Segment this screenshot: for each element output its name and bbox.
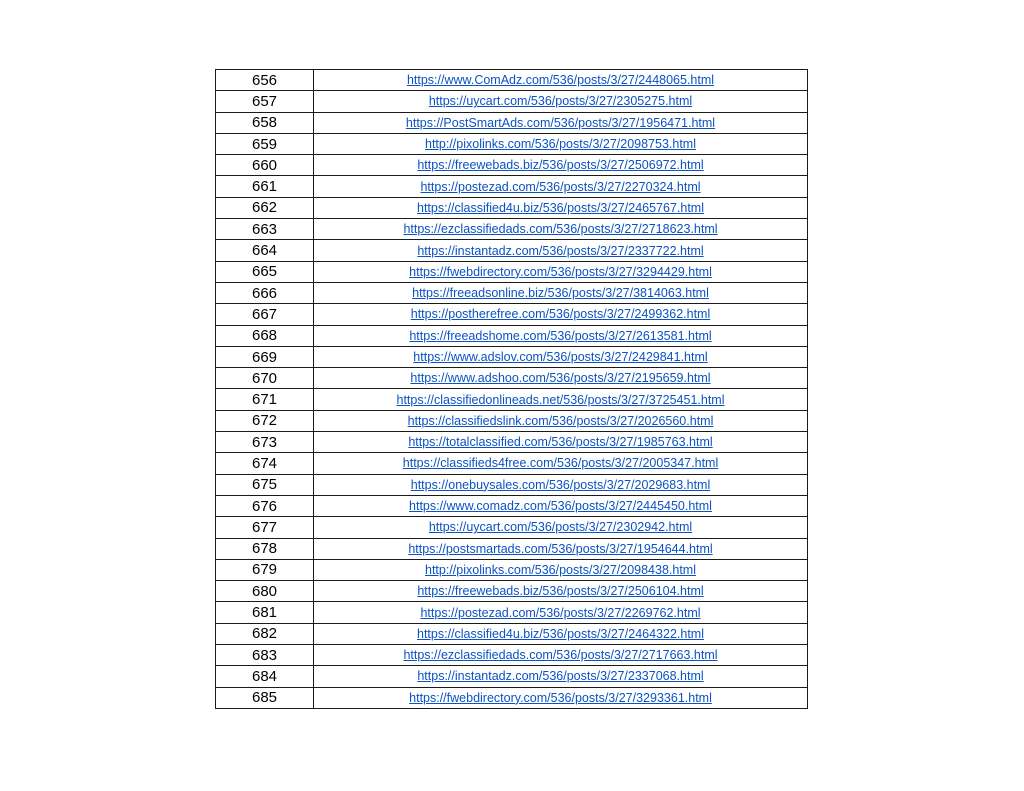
- url-cell: [314, 559, 808, 580]
- table-row: [216, 368, 808, 389]
- url-link[interactable]: https://freewebads.biz/536/posts/3/27/2506104.html: [417, 584, 704, 599]
- url-cell: [314, 581, 808, 602]
- table-row: [216, 517, 808, 538]
- row-number: 683: [216, 645, 314, 666]
- url-cell: [314, 495, 808, 516]
- url-link[interactable]: https://www.adslov.com/536/posts/3/27/2429841.html: [413, 350, 708, 364]
- table-row: [216, 176, 808, 197]
- url-link[interactable]: https://classifieds4free.com/536/posts/3/27/2005347.html: [402, 456, 719, 471]
- url-link[interactable]: https://instantadz.com/536/posts/3/27/2337722.html: [417, 243, 704, 258]
- url-cell: [314, 346, 808, 367]
- url-link[interactable]: https://ezclassifiedads.com/536/posts/3/27/2717663.html: [403, 648, 718, 663]
- table-row: [216, 70, 808, 91]
- row-number: 657: [216, 91, 314, 112]
- url-link[interactable]: https://freewebads.biz/536/posts/3/27/2506972.html: [417, 158, 704, 173]
- table-row: [216, 432, 808, 453]
- table-row: [216, 219, 808, 240]
- url-link[interactable]: https://onebuysales.com/536/posts/3/27/2029683.html: [410, 477, 711, 492]
- table-row: [216, 623, 808, 644]
- table-row: [216, 261, 808, 282]
- url-link[interactable]: https://postezad.com/536/posts/3/27/2269762.html: [420, 605, 701, 620]
- table-row: [216, 645, 808, 666]
- row-number: 662: [216, 197, 314, 218]
- row-number: 663: [216, 219, 314, 240]
- url-link[interactable]: https://totalclassified.com/536/posts/3/27/1985763.html: [408, 435, 713, 450]
- url-cell: [314, 410, 808, 431]
- url-cell: [314, 432, 808, 453]
- url-cell: [314, 70, 808, 91]
- row-number: 672: [216, 410, 314, 431]
- row-number: 656: [216, 70, 314, 91]
- url-cell: [314, 219, 808, 240]
- row-number: 682: [216, 623, 314, 644]
- row-number: 668: [216, 325, 314, 346]
- url-link[interactable]: https://fwebdirectory.com/536/posts/3/27/3293361.html: [409, 690, 712, 705]
- url-cell: [314, 155, 808, 176]
- url-link[interactable]: https://postherefree.com/536/posts/3/27/2499362.html: [410, 307, 711, 322]
- url-link[interactable]: https://instantadz.com/536/posts/3/27/2337068.html: [417, 669, 704, 684]
- table-row: [216, 474, 808, 495]
- url-cell: [314, 645, 808, 666]
- url-cell: [314, 176, 808, 197]
- table-row: [216, 133, 808, 154]
- url-cell: [314, 261, 808, 282]
- url-link[interactable]: https://PostSmartAds.com/536/posts/3/27/1956471.html: [405, 115, 716, 130]
- row-number: 666: [216, 282, 314, 303]
- table-row: [216, 687, 808, 708]
- url-link[interactable]: https://uycart.com/536/posts/3/27/2302942.html: [428, 520, 693, 535]
- row-number: 677: [216, 517, 314, 538]
- row-number: 673: [216, 432, 314, 453]
- url-link[interactable]: https://classifiedslink.com/536/posts/3/27/2026560.html: [407, 413, 714, 428]
- row-number: 675: [216, 474, 314, 495]
- url-link[interactable]: https://www.comadz.com/536/posts/3/27/2445450.html: [409, 499, 712, 514]
- url-link[interactable]: https://fwebdirectory.com/536/posts/3/27/3294429.html: [409, 264, 712, 279]
- row-number: 676: [216, 495, 314, 516]
- url-cell: [314, 91, 808, 112]
- table-row: [216, 495, 808, 516]
- table-row: [216, 581, 808, 602]
- url-cell: [314, 453, 808, 474]
- row-number: 681: [216, 602, 314, 623]
- url-cell: [314, 240, 808, 261]
- url-cell: [314, 325, 808, 346]
- row-number: 669: [216, 346, 314, 367]
- url-cell: [314, 474, 808, 495]
- url-cell: [314, 368, 808, 389]
- url-link[interactable]: https://postsmartads.com/536/posts/3/27/1954644.html: [408, 541, 713, 556]
- url-cell: [314, 623, 808, 644]
- row-number: 659: [216, 133, 314, 154]
- url-cell: [314, 389, 808, 410]
- row-number: 685: [216, 687, 314, 708]
- link-table: [215, 69, 808, 709]
- url-cell: [314, 538, 808, 559]
- table-row: [216, 282, 808, 303]
- table-row: [216, 155, 808, 176]
- table-row: [216, 197, 808, 218]
- url-link[interactable]: http://pixolinks.com/536/posts/3/27/2098753.html: [425, 137, 696, 152]
- table-row: [216, 240, 808, 261]
- url-link[interactable]: https://freeadshome.com/536/posts/3/27/2613581.html: [409, 328, 712, 343]
- row-number: 665: [216, 261, 314, 282]
- url-cell: [314, 197, 808, 218]
- table-row: [216, 602, 808, 623]
- url-cell: [314, 304, 808, 325]
- url-link[interactable]: http://pixolinks.com/536/posts/3/27/2098438.html: [425, 562, 696, 577]
- url-cell: [314, 687, 808, 708]
- url-link[interactable]: https://uycart.com/536/posts/3/27/2305275.html: [428, 94, 693, 109]
- url-link[interactable]: https://www.adshoo.com/536/posts/3/27/2195659.html: [410, 371, 711, 386]
- row-number: 684: [216, 666, 314, 687]
- url-link[interactable]: https://ezclassifiedads.com/536/posts/3/27/2718623.html: [403, 222, 718, 237]
- url-link[interactable]: https://postezad.com/536/posts/3/27/2270324.html: [420, 179, 701, 194]
- url-cell: [314, 282, 808, 303]
- url-cell: [314, 666, 808, 687]
- row-number: 660: [216, 155, 314, 176]
- url-link[interactable]: https://classifiedonlineads.net/536/posts/3/27/3725451.html: [396, 392, 725, 407]
- row-number: 664: [216, 240, 314, 261]
- table-row: [216, 410, 808, 431]
- row-number: 674: [216, 453, 314, 474]
- table-row: [216, 304, 808, 325]
- row-number: 670: [216, 368, 314, 389]
- url-link[interactable]: https://classified4u.biz/536/posts/3/27/2465767.html: [417, 200, 704, 215]
- row-number: 678: [216, 538, 314, 559]
- row-number: 661: [216, 176, 314, 197]
- row-number: 658: [216, 112, 314, 133]
- url-link[interactable]: https://classified4u.biz/536/posts/3/27/2464322.html: [417, 626, 704, 641]
- link-table-body: [216, 70, 808, 709]
- table-row: [216, 453, 808, 474]
- url-link[interactable]: https://www.ComAdz.com/536/posts/3/27/2448065.html: [406, 73, 715, 88]
- url-cell: [314, 133, 808, 154]
- table-row: [216, 112, 808, 133]
- url-cell: [314, 517, 808, 538]
- table-row: [216, 389, 808, 410]
- url-cell: [314, 112, 808, 133]
- row-number: 680: [216, 581, 314, 602]
- table-row: [216, 325, 808, 346]
- url-cell: [314, 602, 808, 623]
- row-number: 671: [216, 389, 314, 410]
- table-row: [216, 91, 808, 112]
- table-row: [216, 538, 808, 559]
- url-link[interactable]: https://freeadsonline.biz/536/posts/3/27/3814063.html: [412, 286, 709, 301]
- table-row: [216, 346, 808, 367]
- row-number: 679: [216, 559, 314, 580]
- row-number: 667: [216, 304, 314, 325]
- table-row: [216, 559, 808, 580]
- table-row: [216, 666, 808, 687]
